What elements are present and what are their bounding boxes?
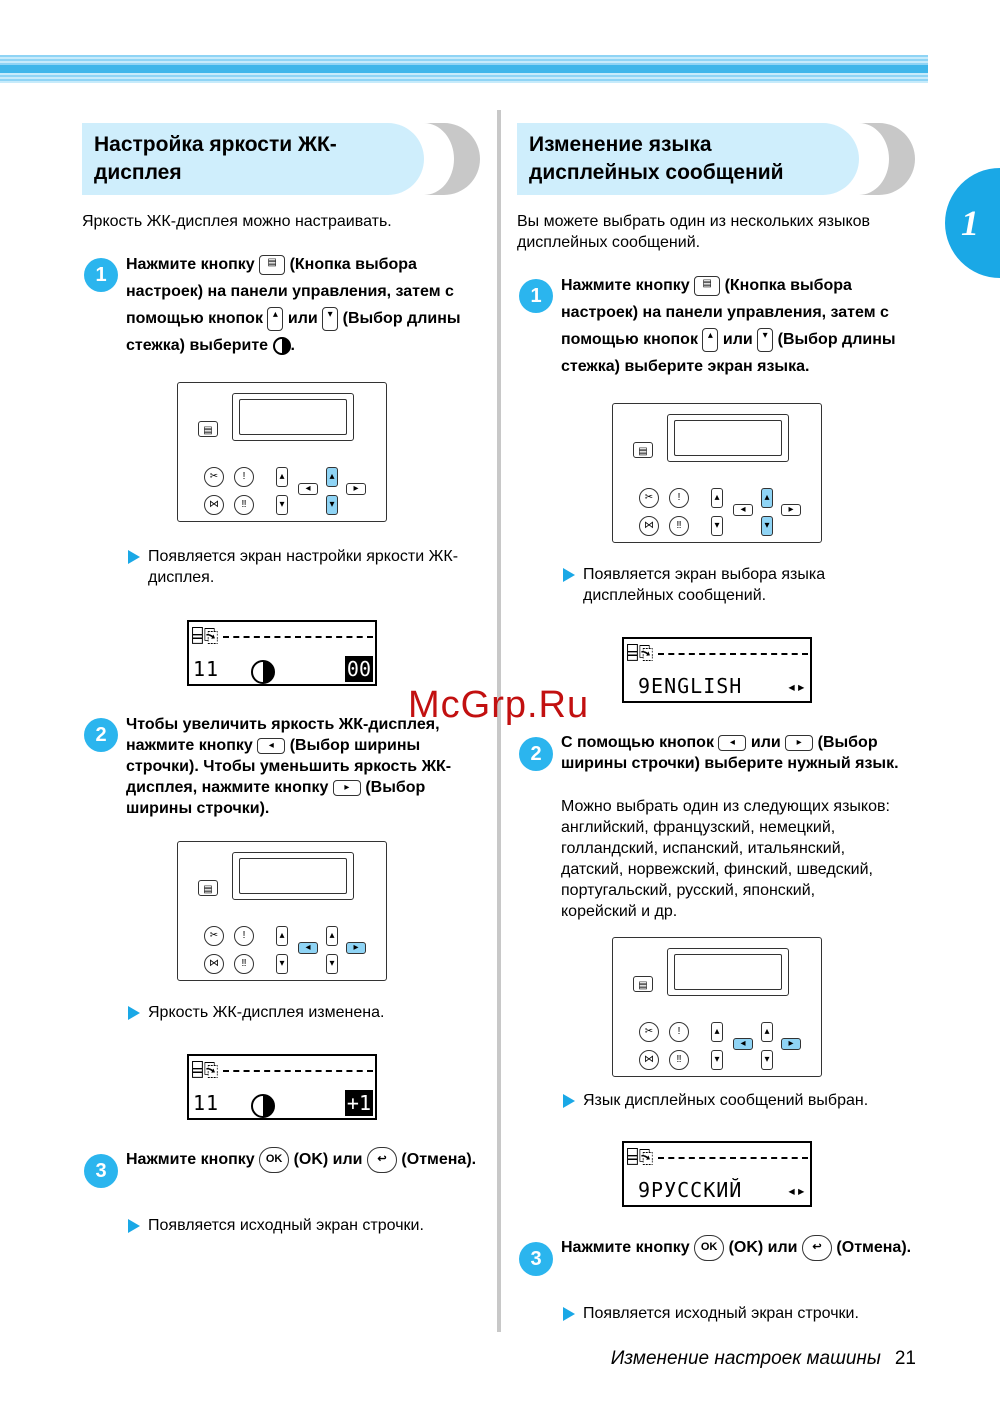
lcd-settings-icon: ⌸⎘: [627, 1147, 655, 1168]
step-text: (Выбор длины стежка) выберите экран языка.: [561, 331, 896, 375]
step-3-text: [561, 1234, 921, 1261]
lcd-dashes: [658, 1157, 808, 1159]
step-text: (Отмена).: [401, 1151, 477, 1168]
settings-button-icon: ▤: [633, 976, 653, 992]
scissors-icon: ✂: [639, 488, 659, 508]
settings-button-icon: ▤: [198, 880, 218, 896]
result-text: Язык дисплейных сообщений выбран.: [563, 1090, 903, 1111]
arrow-right-icon: ▸: [346, 942, 366, 954]
scissors-icon: ✂: [639, 1022, 659, 1042]
reinforce-icon: ‼: [234, 495, 254, 515]
needle-position-icon: ⋈: [639, 1050, 659, 1070]
ok-button-icon: OK: [694, 1235, 724, 1261]
reverse-icon: !: [669, 1022, 689, 1042]
arrow-up-icon: ▴: [267, 307, 283, 331]
reverse-icon: !: [669, 488, 689, 508]
control-panel-diagram: [612, 937, 822, 1077]
back-icon: ↩: [802, 1235, 832, 1261]
arrow-left-icon: ◂: [257, 738, 285, 754]
contrast-icon: [251, 660, 275, 684]
result-text: Появляется исходный экран строчки.: [563, 1303, 903, 1324]
control-panel-diagram: [177, 841, 387, 981]
contrast-icon: [273, 337, 291, 355]
header-stripe: [0, 55, 928, 83]
step-text: Нажмите кнопку: [126, 256, 255, 273]
section-title: Изменение языка дисплейных сообщений: [529, 133, 784, 184]
reinforce-icon: ‼: [234, 954, 254, 974]
result-text: Появляется экран выбора языка дисплейных сообщений.: [563, 564, 903, 606]
needle-position-icon: ⋈: [639, 516, 659, 536]
language-list-note: Можно выбрать один из следующих языков: английский, французский, немецкий, голландский, испанский, итальянский, датский, норвежский, финский, шведский, португальский, русский, японский, корейский и др.: [561, 798, 890, 920]
arrow-right-icon: ▸: [781, 504, 801, 516]
lcd-left-right-icon: ◂▸: [786, 1181, 806, 1200]
settings-button-icon: ▤: [198, 421, 218, 437]
step-text: (OK) или: [293, 1151, 363, 1168]
arrow-down-icon: ▾: [761, 1050, 773, 1070]
step-text: Нажмите кнопку: [561, 1239, 690, 1256]
title-chevron-icon: [424, 123, 480, 195]
lcd-value: 00: [346, 657, 371, 681]
footer-title: Изменение настроек машины: [610, 1348, 881, 1369]
page-footer: [611, 1348, 916, 1370]
arrow-left-icon: ◂: [733, 504, 753, 516]
lcd-left-right-icon: ◂▸: [786, 677, 806, 696]
page-number: 21: [894, 1348, 916, 1369]
chapter-tab: 1: [945, 168, 1000, 278]
step-text: (Выбор ширины строчки) выберите нужный язык.: [561, 734, 899, 772]
step-text: или: [722, 331, 753, 348]
step-text: Чтобы увеличить яркость ЖК-дисплея, нажмите кнопку: [126, 716, 440, 754]
title-chevron-icon: [859, 123, 915, 195]
step-number: 1: [84, 258, 118, 292]
step-text: Нажмите кнопку: [561, 277, 690, 294]
arrow-down-icon: ▾: [326, 954, 338, 974]
panel-screen: [667, 414, 789, 462]
lcd-settings-icon: ⌸⎘: [192, 1060, 220, 1081]
back-icon: ↩: [367, 1147, 397, 1173]
reinforce-icon: ‼: [669, 516, 689, 536]
step-number: 2: [84, 718, 118, 752]
arrow-up-icon: ▴: [276, 467, 288, 487]
panel-screen: [232, 393, 354, 441]
lcd-row-text: 11: [193, 657, 220, 681]
step-2-text: [561, 732, 923, 774]
arrow-up-icon: ▴: [276, 926, 288, 946]
arrow-right-icon: ▸: [333, 780, 361, 796]
step-text: или: [750, 734, 781, 751]
step-text: Нажмите кнопку: [126, 1151, 255, 1168]
lcd-dashes: [223, 636, 373, 638]
arrow-left-icon: ◂: [718, 735, 746, 751]
step-number: 3: [519, 1242, 553, 1276]
lcd-language-screen: [622, 637, 812, 703]
arrow-down-icon: ▾: [276, 495, 288, 515]
needle-position-icon: ⋈: [204, 495, 224, 515]
arrow-right-icon: ▸: [346, 483, 366, 495]
lcd-brightness-screen: [187, 620, 377, 686]
lcd-language-screen: [622, 1141, 812, 1207]
arrow-up-icon: ▴: [761, 488, 773, 508]
section-title-box: [517, 123, 859, 195]
lcd-value: +1: [346, 1091, 371, 1115]
panel-screen: [232, 852, 354, 900]
step-text: (Выбор длины стежка) выберите: [126, 310, 461, 354]
reinforce-icon: ‼: [669, 1050, 689, 1070]
settings-button-icon: ▤: [633, 442, 653, 458]
arrow-up-icon: ▴: [711, 1022, 723, 1042]
arrow-down-icon: ▾: [276, 954, 288, 974]
arrow-left-icon: ◂: [298, 483, 318, 495]
arrow-down-icon: ▾: [761, 516, 773, 536]
lcd-row-text: 11: [193, 1091, 220, 1115]
arrow-right-icon: ▸: [781, 1038, 801, 1050]
arrow-down-icon: ▾: [326, 495, 338, 515]
settings-button-icon: ▤: [694, 276, 720, 296]
lcd-brightness-screen: [187, 1054, 377, 1120]
result-text: Появляется исходный экран строчки.: [128, 1215, 468, 1236]
needle-position-icon: ⋈: [204, 954, 224, 974]
arrow-up-icon: ▴: [702, 328, 718, 352]
lcd-settings-icon: ⌸⎘: [627, 643, 655, 664]
contrast-icon: [251, 1094, 275, 1118]
step-text: (Кнопка выбора настроек) на панели управления, затем с помощью кнопок: [126, 256, 454, 327]
arrow-up-icon: ▴: [326, 926, 338, 946]
arrow-down-icon: ▾: [757, 328, 773, 352]
scissors-icon: ✂: [204, 926, 224, 946]
control-panel-diagram: [612, 403, 822, 543]
control-panel-diagram: [177, 382, 387, 522]
step-text: (OK) или: [728, 1239, 798, 1256]
step-text: (Отмена).: [836, 1239, 912, 1256]
step-text: С помощью кнопок: [561, 734, 714, 751]
result-text: Появляется экран настройки яркости ЖК-дисплея.: [128, 546, 468, 588]
arrow-down-icon: ▾: [322, 307, 338, 331]
step-2-text: [126, 714, 488, 819]
arrow-right-icon: ▸: [785, 735, 813, 751]
step-text: (Выбор ширины строчки). Чтобы уменьшить яркость ЖК-дисплея, нажмите кнопку: [126, 737, 452, 796]
step-text: или: [287, 310, 318, 327]
lcd-row-text: 9ENGLISH: [638, 674, 743, 698]
step-number: 2: [519, 737, 553, 771]
step-text: (Выбор ширины строчки).: [126, 779, 426, 817]
arrow-left-icon: ◂: [298, 942, 318, 954]
lcd-dashes: [223, 1070, 373, 1072]
watermark: McGrp.Ru: [408, 684, 590, 726]
step-1-text: Нажмите кнопку ▤ (Кнопка выбора настроек) на панели управления, затем с помощью кнопок ▴ или ▾ (Выбор длины стежка) выберите .: [126, 256, 461, 354]
arrow-up-icon: ▴: [326, 467, 338, 487]
arrow-down-icon: ▾: [711, 516, 723, 536]
intro-text: Яркость ЖК-дисплея можно настраивать.: [82, 213, 392, 230]
arrow-left-icon: ◂: [733, 1038, 753, 1050]
step-1-text: [561, 272, 921, 380]
step-number: 1: [519, 279, 553, 313]
step-text: (Кнопка выбора настроек) на панели управления, затем с помощью кнопок: [561, 277, 889, 348]
lcd-settings-icon: ⌸⎘: [192, 626, 220, 647]
result-text: Яркость ЖК-дисплея изменена.: [128, 1002, 468, 1023]
ok-button-icon: OK: [259, 1147, 289, 1173]
reverse-icon: !: [234, 926, 254, 946]
intro-text: Вы можете выбрать один из нескольких языков дисплейных сообщений.: [517, 213, 871, 251]
reverse-icon: !: [234, 467, 254, 487]
section-title: Настройка яркости ЖК-дисплея: [94, 133, 337, 184]
lcd-row-text: 9РУССКИЙ: [638, 1178, 743, 1202]
panel-screen: [667, 948, 789, 996]
section-title-box: [82, 123, 424, 195]
arrow-up-icon: ▴: [761, 1022, 773, 1042]
step-3-text: [126, 1146, 486, 1173]
lcd-dashes: [658, 653, 808, 655]
arrow-down-icon: ▾: [711, 1050, 723, 1070]
settings-button-icon: ▤: [259, 255, 285, 275]
scissors-icon: ✂: [204, 467, 224, 487]
arrow-up-icon: ▴: [711, 488, 723, 508]
step-number: 3: [84, 1154, 118, 1188]
